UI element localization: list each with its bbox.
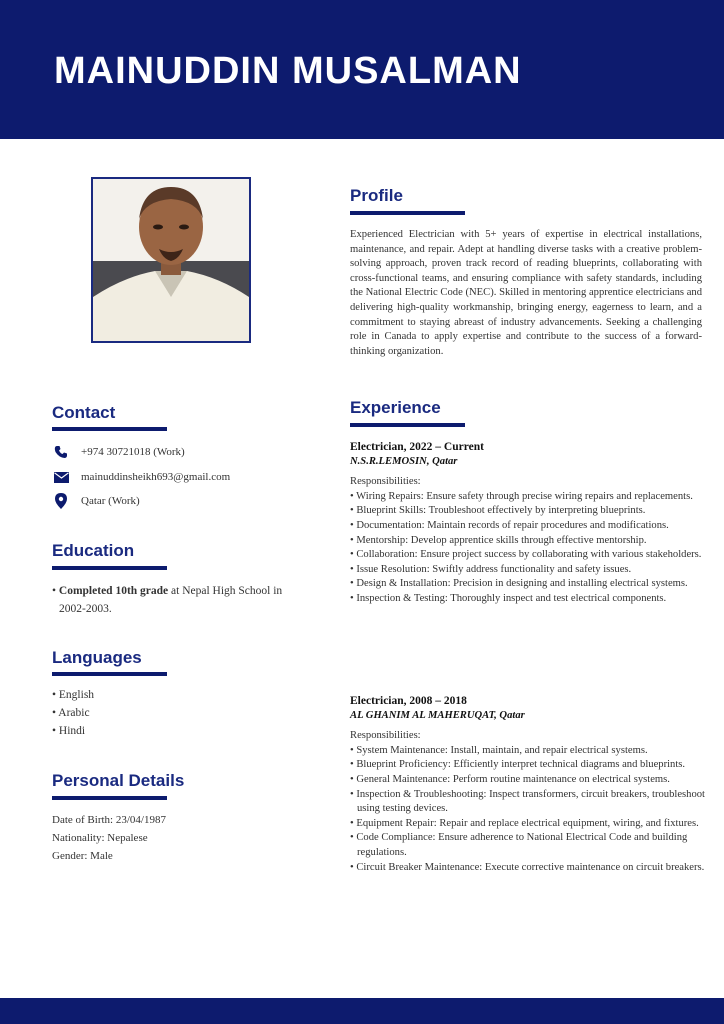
profile-heading: Profile [350,186,403,205]
list-item: • Inspection & Troubleshooting: Inspect transformers, circuit breakers, troubleshoot using testing devices. [350,788,706,815]
responsibilities-label: Responsibilities: [350,730,421,742]
location-pin-icon [52,493,70,509]
contact-location [52,492,140,510]
date-of-birth: Date of Birth: 23/04/1987 [52,814,166,826]
list-item: • Collaboration: Ensure project success by collaborating with various stakeholders. [350,549,702,561]
contact-underline [52,427,167,431]
contact-phone [52,443,185,461]
list-item: • Mentorship: Develop apprentice skills through effective mentorship. [350,534,647,546]
list-item: • Blueprint Skills: Troubleshoot effectively by interpreting blueprints. [350,505,646,517]
languages-underline [52,672,167,676]
contact-heading: Contact [52,403,116,422]
location-text: Qatar (Work) [81,495,140,507]
profile-underline [350,211,465,215]
candidate-name: MAINUDDIN MUSALMAN [54,50,522,92]
education-school: at Nepal High School in 2002-2003. [59,585,283,615]
portrait-image [93,179,249,341]
list-item: • Code Compliance: Ensure adherence to National Electrical Code and building regulations. [350,832,688,858]
phone-text[interactable]: +974 30721018 (Work) [81,446,185,458]
job-company: N.S.R.LEMOSIN, Qatar [350,455,458,467]
profile-summary: Experienced Electrician with 5+ years of expertise in electrical installations, maintenance, and repair. Adept at handling diverse tasks with a creative problem-solving approach, proven track record of reading blueprints, collaborating with cross-functional teams, and ensuring compliance with safety standards, including the National Electric Code (NEC). Skilled in mentoring apprentice electricians and delivering high-quality workmanship, bringing energy, eagerness to learn, and a commitment to staying abreast of industry advancements. Seeking a challenging role in Canada to apply expertise and contribute to the success of a forward-thinking organization. [350,229,702,357]
list-item: • Documentation: Maintain records of repair procedures and modifications. [350,519,669,531]
list-item: • Blueprint Proficiency: Efficiently interpret technical diagrams and blueprints. [350,759,686,771]
responsibilities-label: Responsibilities: [350,476,421,488]
language-item: • English [52,689,95,701]
header-banner [0,0,724,139]
education-entry: • Completed 10th grade at Nepal High School in 2002-2003. [52,585,283,615]
responsibilities-list [350,490,710,607]
email-text[interactable]: mainuddinsheikh693@gmail.com [81,471,231,483]
language-item: • Hindi [52,725,86,737]
languages-list [52,686,94,740]
job-title: Electrician, 2008 – 2018 [350,695,467,707]
footer-bar [0,998,724,1024]
experience-heading: Experience [350,398,441,417]
list-item: • Wiring Repairs: Ensure safety through precise wiring repairs and replacements. [350,490,693,502]
job-entry [350,694,710,875]
list-item: • Issue Resolution: Swiftly address functionality and safety issues. [350,563,632,575]
personal-details-heading: Personal Details [52,771,185,790]
mail-icon [52,469,70,485]
gender: Gender: Male [52,850,113,862]
job-entry [350,440,710,607]
job-title: Electrician, 2022 – Current [350,441,484,453]
responsibilities-list [350,744,710,875]
phone-icon [52,444,70,460]
list-item: • System Maintenance: Install, maintain, and repair electrical systems. [350,744,648,756]
list-item: • General Maintenance: Perform routine maintenance on electrical systems. [350,773,670,785]
list-item: • Circuit Breaker Maintenance: Execute corrective maintenance on circuit breakers. [350,861,705,873]
personal-details-underline [52,796,167,800]
personal-details [52,811,166,865]
languages-heading: Languages [52,648,142,667]
list-item: • Inspection & Testing: Thoroughly inspect and test electrical components. [350,592,667,604]
job-company: AL GHANIM AL MAHERUQAT, Qatar [350,709,525,721]
education-degree: Completed 10th grade [58,585,169,597]
education-heading: Education [52,541,135,560]
language-item: • Arabic [52,707,90,719]
nationality: Nationality: Nepalese [52,832,148,844]
list-item: • Equipment Repair: Repair and replace electrical equipment, wiring, and fixtures. [350,817,699,829]
contact-email [52,468,230,486]
experience-underline [350,423,465,427]
list-item: • Design & Installation: Precision in designing and installing electrical systems. [350,578,688,590]
profile-photo [91,177,251,343]
education-underline [52,566,167,570]
